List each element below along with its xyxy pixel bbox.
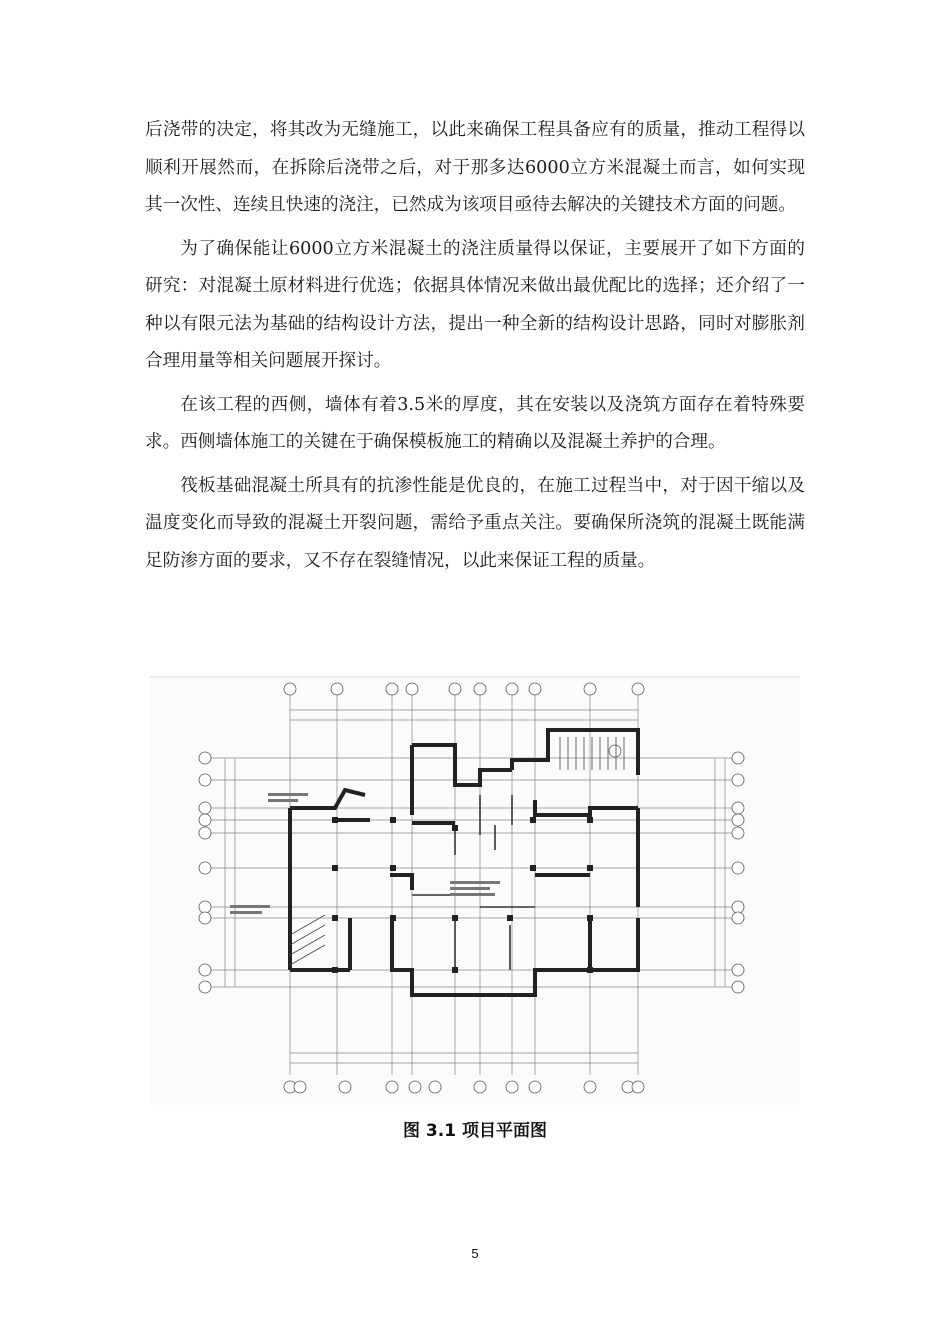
figure-caption: 图 3.1 项目平面图 (403, 1121, 547, 1141)
paragraph-2: 为了确保能让6000立方米混凝土的浇注质量得以保证，主要展开了如下方面的研究：对混凝土原材料进行优选；依据具体情况来做出最优配比的选择；还介绍了一种以有限元法为基础的结构设计方法，提出一种全新的结构设计思路，同时对膨胀剂合理用量等相关问题展开探讨。 (145, 238, 805, 371)
paragraph-1: 后浇带的决定，将其改为无缝施工，以此来确保工程具备应有的质量，推动工程得以顺利开展然而，在拆除后浇带之后，对于那多达6000立方米混凝土而言，如何实现其一次性、连续且快速的浇注，已然成为该项目亟待去解决的关键技术方面的问题。 (145, 120, 805, 215)
floor-plan-drawing (150, 675, 800, 1105)
paragraph-3: 在该工程的西侧，墙体有着3.5米的厚度，其在安装以及浇筑方面存在着特殊要求。西侧墙体施工的关键在于确保模板施工的精确以及混凝土养护的合理。 (145, 394, 805, 452)
floor-plan-figure (150, 675, 800, 1105)
paragraph-4: 筏板基础混凝土所具有的抗渗性能是优良的，在施工过程当中，对于因干缩以及温度变化而导致的混凝土开裂问题，需给予重点关注。要确保所浇筑的混凝土既能满足防渗方面的要求，又不存在裂缝情况，以此来保证工程的质量。 (145, 475, 805, 571)
body-text (145, 112, 805, 586)
page-number: 5 (471, 1246, 479, 1261)
